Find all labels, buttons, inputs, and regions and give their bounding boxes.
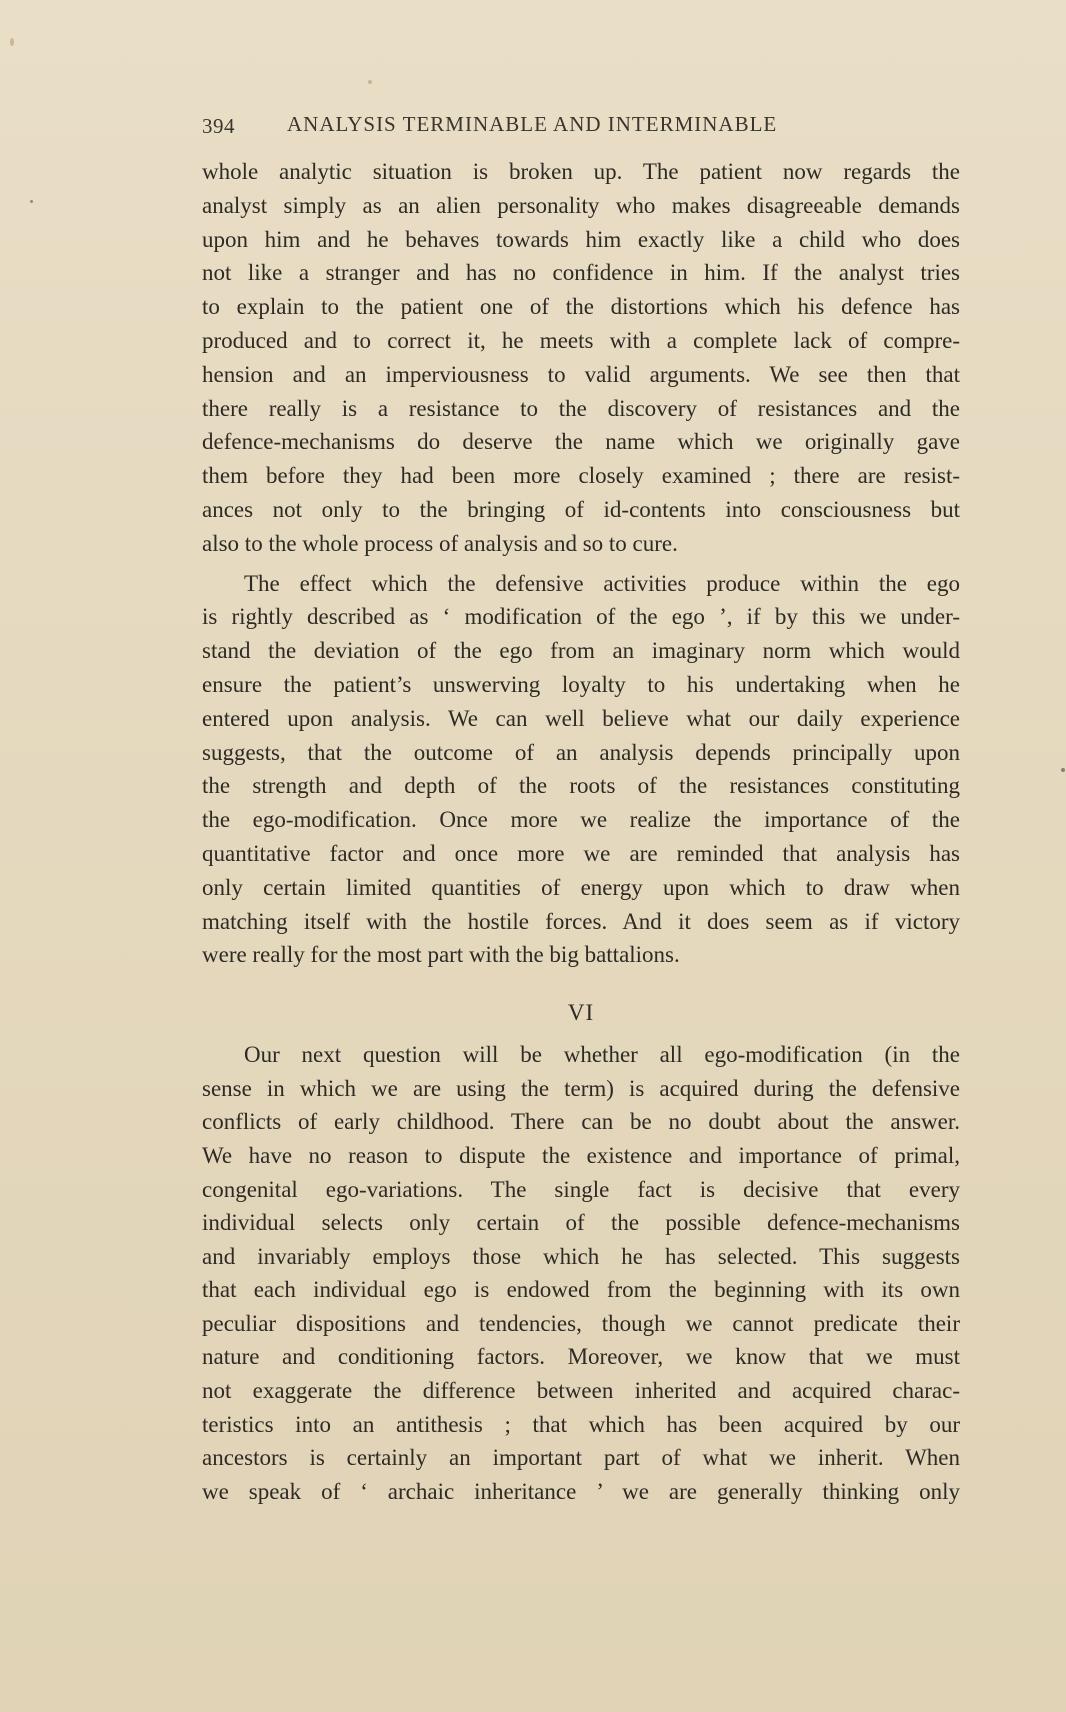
running-title: ANALYSIS TERMINABLE AND INTERMINABLE [287,112,778,136]
text-line: to explain to the patient one of the distortions which his defence has [202,294,960,320]
text-line: The effect which the defensive activities produce within the ego [244,570,960,596]
text-line: also to the whole process of analysis and so to cure. [202,530,678,556]
text-line: not like a stranger and has no confidence in him. If the analyst tries [202,260,960,286]
paper-speck [368,80,372,84]
text-line: is rightly described as ‘ modification of the ego ’, if by this we under- [202,604,960,630]
section-heading: VI [567,1000,595,1026]
text-line: there really is a resistance to the discovery of resistances and the [202,395,960,421]
text-line: stand the deviation of the ego from an imaginary norm which would [202,638,960,664]
text-line: the ego-modification. Once more we realize the importance of the [202,807,960,833]
text-line: quantitative factor and once more we are reminded that analysis has [202,840,960,866]
text-line: that each individual ego is endowed from the beginning with its own [202,1277,960,1303]
text-line: them before they had been more closely examined ; there are resist- [202,463,960,489]
text-line: the strength and depth of the roots of the resistances constituting [202,773,960,799]
text-line: ensure the patient’s unswerving loyalty to his undertaking when he [202,671,960,697]
text-line: matching itself with the hostile forces. And it does seem as if victory [202,908,960,934]
paper-speck [1061,768,1065,772]
text-line: We have no reason to dispute the existence and importance of primal, [202,1142,960,1168]
text-line: were really for the most part with the big battalions. [202,942,680,968]
text-line: entered upon analysis. We can well believe what our daily experience [202,705,960,731]
text-line: produced and to correct it, he meets with a complete lack of compre- [202,327,960,353]
text-line: sense in which we are using the term) is acquired during the defensive [202,1075,960,1101]
text-line: nature and conditioning factors. Moreover, we know that we must [202,1344,960,1370]
text-line: congenital ego-variations. The single fact is decisive that every [202,1176,960,1202]
text-line: not exaggerate the difference between inherited and acquired charac- [202,1378,960,1404]
text-line: and invariably employs those which he has selected. This suggests [202,1243,960,1269]
text-line: suggests, that the outcome of an analysis depends principally upon [202,739,960,765]
text-line: hension and an imperviousness to valid arguments. We see then that [202,361,960,387]
paper-speck [10,38,14,46]
body-text [202,155,960,1514]
text-line: Our next question will be whether all ego-modification (in the [244,1042,960,1068]
text-line: ancestors is certainly an important part of what we inherit. When [202,1445,960,1471]
text-line: we speak of ‘ archaic inheritance ’ we are generally thinking only [202,1478,960,1504]
text-line: ances not only to the bringing of id-contents into consciousness but [202,496,960,522]
paragraph-2 [202,567,960,973]
text-line: only certain limited quantities of energy upon which to draw when [202,874,960,900]
text-line: upon him and he behaves towards him exactly like a child who does [202,226,960,252]
paragraph-1 [202,155,960,561]
text-line: defence-mechanisms do deserve the name which we originally gave [202,429,960,455]
text-line: peculiar dispositions and tendencies, though we cannot predicate their [202,1310,960,1336]
text-line: whole analytic situation is broken up. The patient now regards the [202,159,960,184]
text-line: conflicts of early childhood. There can be no doubt about the answer. [202,1109,960,1135]
text-line: analyst simply as an alien personality who makes disagreeable demands [202,192,960,218]
text-line: individual selects only certain of the possible defence-mechanisms [202,1210,960,1236]
running-head [202,112,960,140]
paragraph-3 [202,1038,960,1508]
paper-speck [30,200,33,203]
page-number: 394 [202,114,235,138]
text-line: teristics into an antithesis ; that which has been acquired by our [202,1411,960,1437]
